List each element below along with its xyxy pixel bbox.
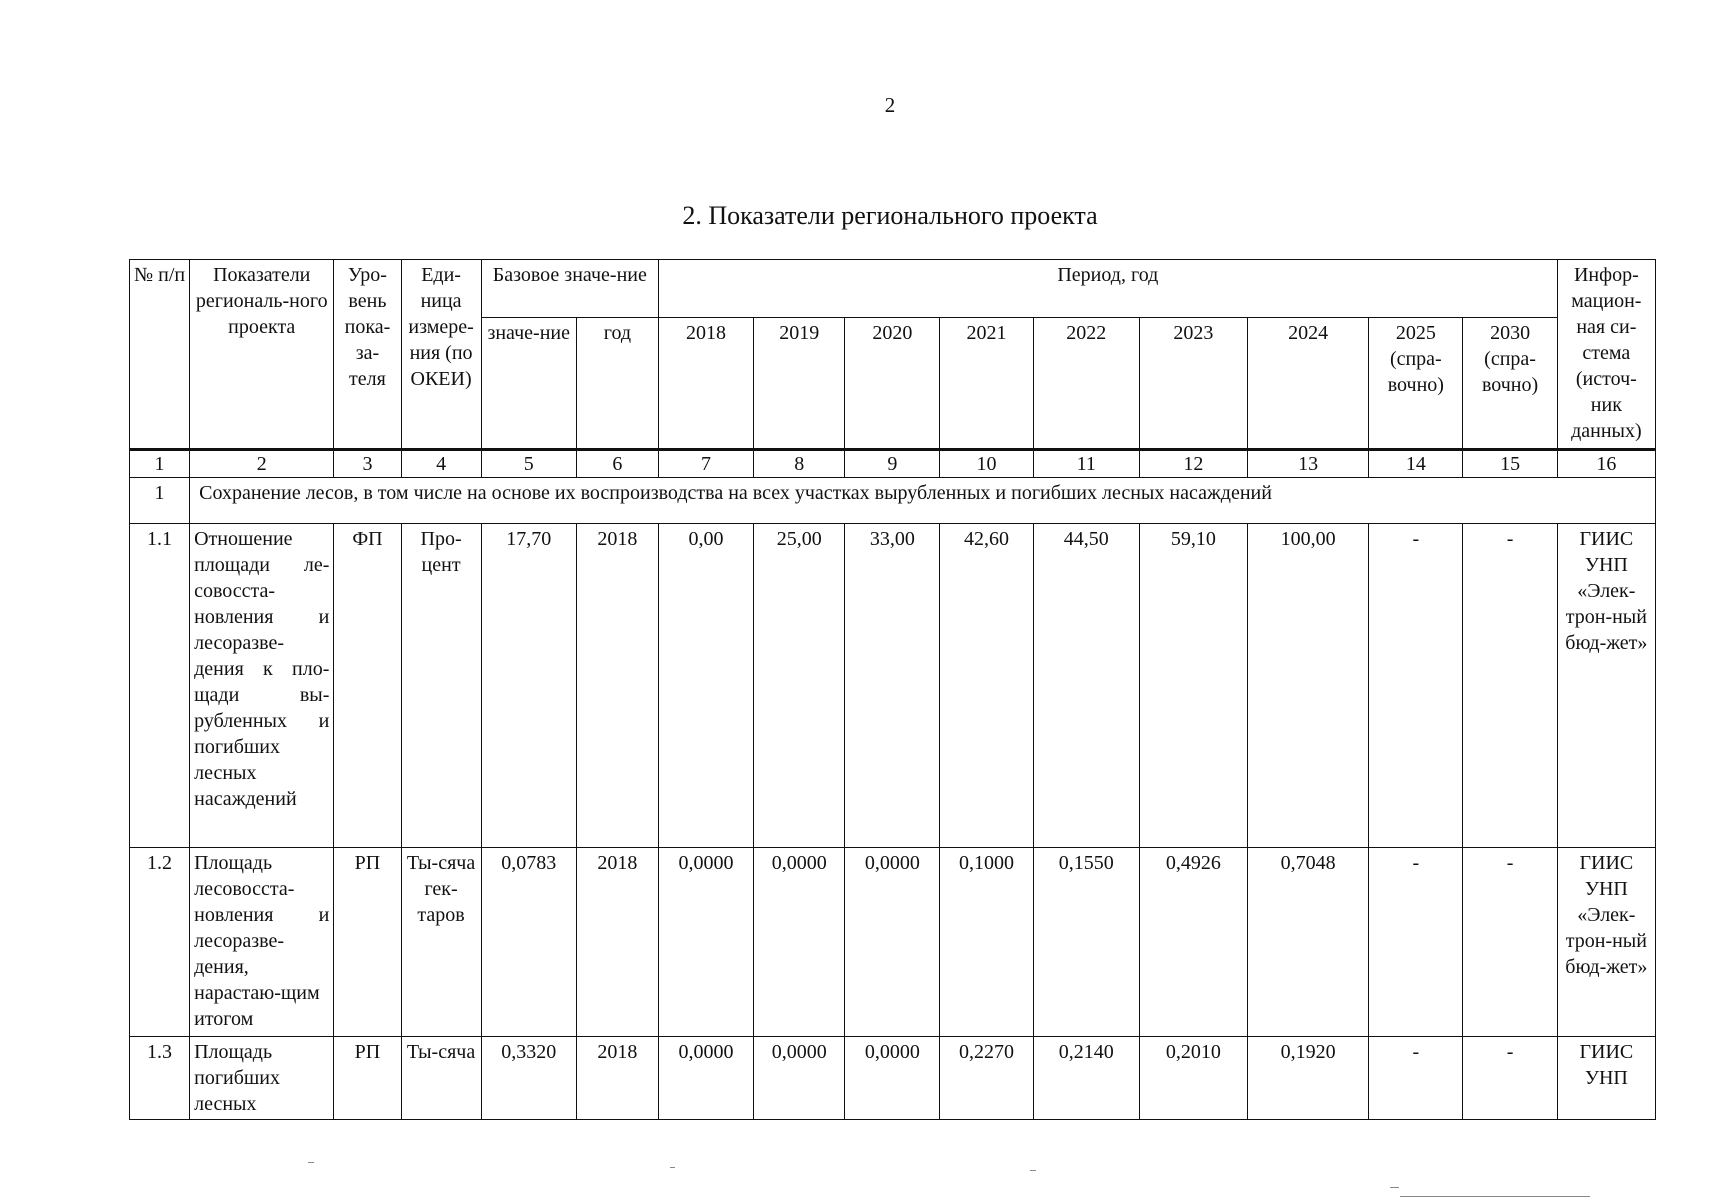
- row-value: 59,10: [1139, 524, 1247, 848]
- table-row: [130, 1037, 1656, 1120]
- column-number: 3: [334, 450, 401, 478]
- header-base-year: год: [576, 318, 658, 450]
- table-row: [130, 524, 1656, 848]
- section-title: Сохранение лесов, в том числе на основе их воспроизводства на всех участках вырубленных и погибших лесных насаждений: [190, 478, 1656, 524]
- column-number: 12: [1139, 450, 1247, 478]
- row-base-year: 2018: [576, 1037, 658, 1120]
- header-base: Базовое значе-ние: [481, 260, 658, 318]
- row-value-2025: -: [1369, 524, 1463, 848]
- section-row: [130, 478, 1656, 524]
- page-title: 2. Показатели регионального проекта: [682, 201, 1098, 230]
- row-value: 44,50: [1033, 524, 1139, 848]
- section-num: 1: [130, 478, 190, 524]
- row-base-value: 17,70: [481, 524, 576, 848]
- column-number: 1: [130, 450, 190, 478]
- row-base-year: 2018: [576, 524, 658, 848]
- column-number: 13: [1248, 450, 1369, 478]
- scan-artifact: [1390, 1187, 1399, 1188]
- row-value: 0,7048: [1248, 848, 1369, 1037]
- row-value: 100,00: [1248, 524, 1369, 848]
- row-source: ГИИС УНП «Элек-трон-ный бюд-жет»: [1557, 524, 1655, 848]
- scan-artifact: [670, 1167, 675, 1168]
- header-period: Период, год: [658, 260, 1557, 318]
- row-value: 0,2140: [1033, 1037, 1139, 1120]
- row-value: 0,0000: [845, 848, 940, 1037]
- row-value: 0,4926: [1139, 848, 1247, 1037]
- row-base-year: 2018: [576, 848, 658, 1037]
- column-number: 5: [481, 450, 576, 478]
- row-source: ГИИС УНП: [1557, 1037, 1655, 1120]
- row-value-2030: -: [1463, 524, 1557, 848]
- row-value: 0,1000: [940, 848, 1033, 1037]
- column-number: 8: [754, 450, 845, 478]
- header-year: 2023: [1139, 318, 1247, 450]
- header-base-value: значе-ние: [481, 318, 576, 450]
- header-year: 2021: [940, 318, 1033, 450]
- row-value: 33,00: [845, 524, 940, 848]
- header-row-top: [130, 260, 1656, 318]
- row-value: 0,0000: [658, 848, 753, 1037]
- header-year: 2024: [1248, 318, 1369, 450]
- row-unit: Ты-сяча: [401, 1037, 481, 1120]
- header-year: 2020: [845, 318, 940, 450]
- header-year: 2022: [1033, 318, 1139, 450]
- row-value: 0,0000: [845, 1037, 940, 1120]
- column-number: 15: [1463, 450, 1557, 478]
- indicators-table: [129, 259, 1656, 1120]
- row-value-2025: -: [1369, 1037, 1463, 1120]
- column-number: 10: [940, 450, 1033, 478]
- row-source: ГИИС УНП «Элек-трон-ный бюд-жет»: [1557, 848, 1655, 1037]
- header-num: № п/п: [130, 260, 190, 450]
- row-value-2030: -: [1463, 848, 1557, 1037]
- scan-artifact: [308, 1162, 314, 1163]
- header-year: 2019: [754, 318, 845, 450]
- row-base-value: 0,3320: [481, 1037, 576, 1120]
- row-level: ФП: [334, 524, 401, 848]
- row-value-2025: -: [1369, 848, 1463, 1037]
- row-level: РП: [334, 848, 401, 1037]
- header-year: 2018: [658, 318, 753, 450]
- header-indicator: Показатели региональ-ного проекта: [190, 260, 334, 450]
- table-row: [130, 848, 1656, 1037]
- column-number: 4: [401, 450, 481, 478]
- page-number: 2: [884, 93, 896, 117]
- column-number: 2: [190, 450, 334, 478]
- row-value: 0,2010: [1139, 1037, 1247, 1120]
- row-value: 0,0000: [658, 1037, 753, 1120]
- column-number: 16: [1557, 450, 1655, 478]
- row-value-2030: -: [1463, 1037, 1557, 1120]
- column-number: 7: [658, 450, 753, 478]
- row-num: 1.3: [130, 1037, 190, 1120]
- row-unit: Ты-сяча гек-таров: [401, 848, 481, 1037]
- row-value: 25,00: [754, 524, 845, 848]
- scan-artifact: [1400, 1196, 1590, 1197]
- column-number: 6: [576, 450, 658, 478]
- row-value: 0,0000: [754, 848, 845, 1037]
- column-number: 11: [1033, 450, 1139, 478]
- row-indicator: Площадь лесовосста-новления и лесоразве-дения, нарастаю-щим итогом: [190, 848, 334, 1037]
- row-value: 0,1550: [1033, 848, 1139, 1037]
- row-value: 0,0000: [754, 1037, 845, 1120]
- row-value: 0,2270: [940, 1037, 1033, 1120]
- column-number: 14: [1369, 450, 1463, 478]
- row-indicator: Площадь погибших лесных: [190, 1037, 334, 1120]
- header-unit: Еди-ница измере-ния (по ОКЕИ): [401, 260, 481, 450]
- row-level: РП: [334, 1037, 401, 1120]
- header-level: Уро-вень пока-за-теля: [334, 260, 401, 450]
- row-indicator: Отношение площади ле-совосста-новления и лесоразве-дения к пло-щади вы-рубленных и погибших лесных насаждений: [190, 524, 334, 848]
- header-year-2025: 2025 (спра-вочно): [1369, 318, 1463, 450]
- header-year-2030: 2030 (спра-вочно): [1463, 318, 1557, 450]
- scan-artifact: [1030, 1170, 1036, 1171]
- row-unit: Про-цент: [401, 524, 481, 848]
- row-value: 42,60: [940, 524, 1033, 848]
- row-base-value: 0,0783: [481, 848, 576, 1037]
- header-source: Инфор-мацион-ная си-стема (источ-ник данных): [1557, 260, 1655, 450]
- row-num: 1.2: [130, 848, 190, 1037]
- column-number: 9: [845, 450, 940, 478]
- row-value: 0,00: [658, 524, 753, 848]
- row-num: 1.1: [130, 524, 190, 848]
- column-numbers-row: [130, 450, 1656, 478]
- row-value: 0,1920: [1248, 1037, 1369, 1120]
